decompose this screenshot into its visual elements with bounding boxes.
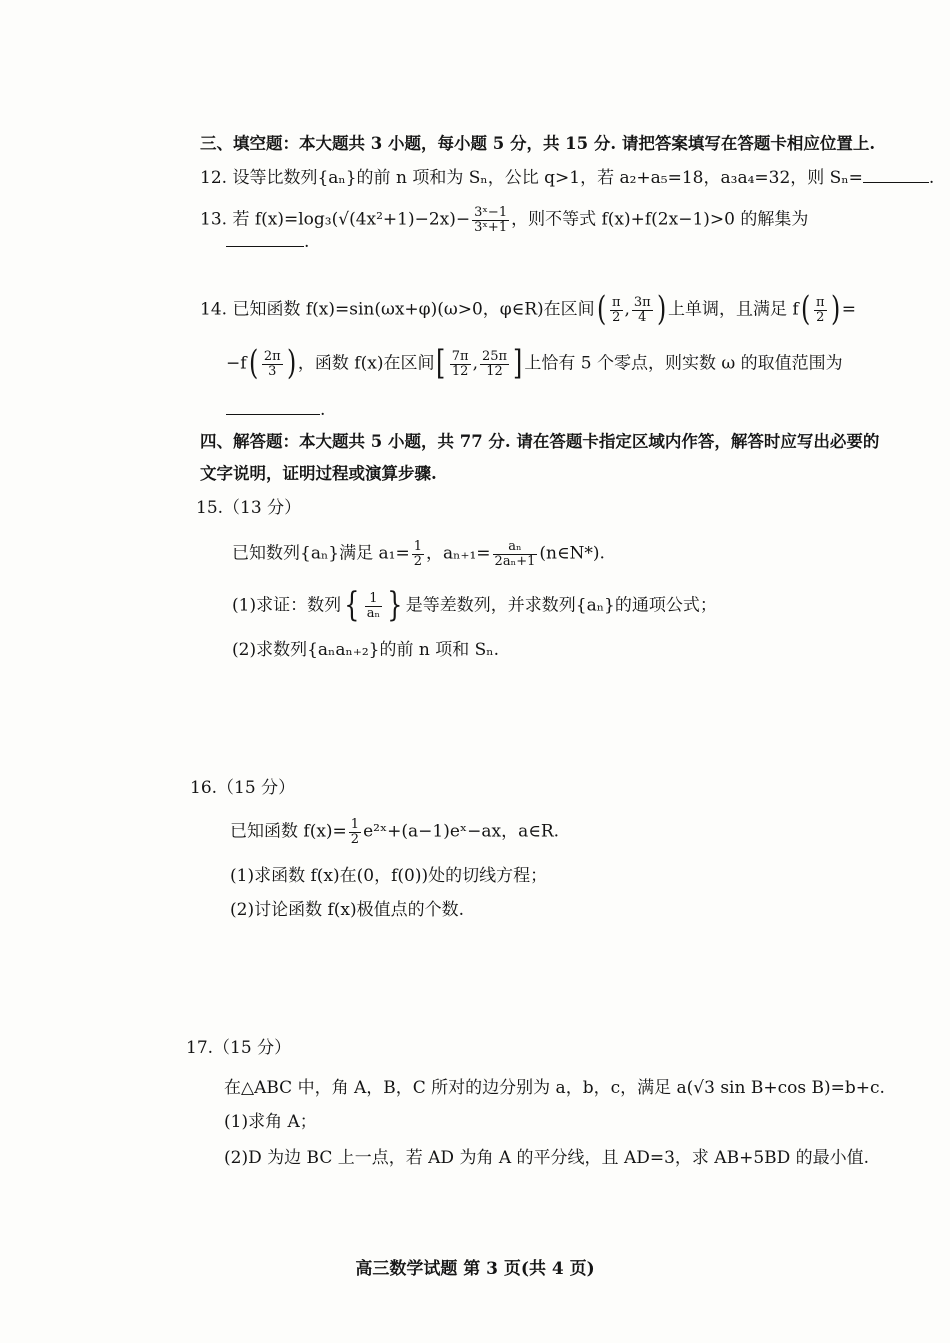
fraction (349, 818, 361, 846)
fraction-denominator: 4 (638, 309, 647, 325)
fraction-denominator: 3ˣ+1 (474, 219, 508, 235)
fraction-numerator: π (611, 295, 621, 310)
question-14-lead: 14. 已知函数 f(x)=sin(ωx+φ)(ω>0，φ∈R)在区间 (200, 299, 595, 320)
question-14-line-1: 14. 已知函数 f(x)=sin(ωx+φ)(ω>0，φ∈R)在区间( $\frac{\pi}{2}$ , $\frac{3\pi}{4}$ ) 上单调，且满足 f( $\frac{\pi}{2}$ ) = (200, 289, 857, 330)
answer-blank (226, 400, 320, 415)
fraction (493, 540, 538, 568)
question-16-title: 16.（15 分） (190, 778, 296, 798)
question-16-given-lead: 已知函数 f(x)= (230, 821, 347, 842)
fraction-numerator: 3ˣ−1 (474, 205, 508, 220)
fraction (262, 350, 283, 378)
question-12-text: 12. 设等比数列{aₙ}的前 n 项和为 Sₙ，公比 q>1，若 a₂+a₅=18，a₃a₄=32，则 Sₙ= (200, 168, 863, 188)
close-brace: } (387, 585, 403, 626)
question-17-part-1: (1)求角 A； (224, 1112, 317, 1132)
fraction-denominator: 12 (486, 363, 503, 379)
fraction-denominator: 2aₙ+1 (494, 553, 536, 569)
section-3-header: 三、填空题：本大题共 3 小题，每小题 5 分，共 15 分. 请把答案填写在答题卡相应位置上. (200, 134, 876, 153)
question-13-lead: 13. 若 f(x)=log₃(√(4x²+1)−2x)− (200, 209, 471, 230)
question-12 (200, 168, 934, 188)
question-15-given-tail: (n∈N*). (539, 543, 605, 564)
fraction-denominator: 2 (816, 309, 825, 325)
question-14-end: . (320, 400, 326, 420)
fraction-denominator: 2 (350, 831, 360, 847)
question-14-line-2: −f( $\frac{2\pi}{3}$ ) ，函数 f(x)在区间[ $\frac{7\pi}{12}$ , $\frac{25\pi}{12}$ ] 上恰有 5 个零点，则实数 ω 的取值范围为 (226, 343, 843, 384)
fraction-denominator: 2 (413, 553, 423, 569)
fraction (412, 540, 424, 568)
question-15-given (232, 540, 605, 568)
fraction (365, 592, 382, 620)
question-14-line-2-tail: 上恰有 5 个零点，则实数 ω 的取值范围为 (524, 353, 843, 374)
fraction-numerator: 25π (481, 349, 508, 364)
fraction (450, 350, 471, 378)
question-17-title: 17.（15 分） (186, 1038, 292, 1058)
close-paren: ) (830, 289, 840, 330)
equals-sign: = (841, 299, 857, 320)
open-paren: ( (800, 289, 810, 330)
fraction-denominator: 2 (612, 309, 621, 325)
fraction (610, 296, 623, 324)
question-17-part-2: (2)D 为边 BC 上一点，若 AD 为角 A 的平分线，且 AD=3，求 AB+5BD 的最小值. (224, 1148, 870, 1168)
fraction-numerator: 1 (365, 592, 382, 607)
close-bracket: ] (513, 343, 523, 384)
question-13-tail: ，则不等式 f(x)+f(2x−1)>0 的解集为 (511, 209, 809, 230)
fraction-denominator: aₙ (366, 605, 381, 621)
fraction-numerator: aₙ (493, 540, 538, 555)
answer-blank (226, 232, 304, 247)
fraction (472, 206, 509, 234)
question-15-given-mid: ，aₙ₊₁= (426, 543, 491, 564)
question-13 (200, 206, 808, 234)
question-17-given: 在△ABC 中，角 A，B，C 所对的边分别为 a，b，c，满足 a(√3 sin B+cos B)=b+c. (224, 1078, 885, 1098)
open-paren: ( (596, 289, 606, 330)
question-13-end: . (304, 232, 310, 252)
question-16-given-tail: e²ˣ+(a−1)eˣ−ax，a∈R. (363, 821, 560, 842)
question-15-part-1 (232, 585, 717, 626)
question-12-end: . (928, 168, 935, 188)
fraction-numerator: 1 (413, 539, 423, 554)
fraction-numerator: 2π (263, 349, 281, 364)
question-14-line-2-mid: ，函数 f(x)在区间 (297, 353, 435, 374)
open-brace: { (344, 585, 360, 626)
fraction-numerator: π (815, 295, 825, 310)
fraction-denominator: 12 (451, 363, 469, 379)
question-15-part-2: (2)求数列{aₙaₙ₊₂}的前 n 项和 Sₙ. (232, 640, 500, 660)
fraction (632, 296, 653, 324)
fraction-numerator: 3π (633, 295, 651, 310)
fraction (814, 296, 827, 324)
question-15-part-1-lead: (1)求证：数列 (232, 595, 342, 616)
question-16-given (230, 818, 559, 846)
fraction-numerator: 1 (350, 817, 360, 832)
question-15-title: 15.（13 分） (196, 498, 302, 518)
question-15-part-1-tail: 是等差数列，并求数列{aₙ}的通项公式； (405, 595, 717, 616)
question-13-answer-line (226, 232, 309, 252)
question-14-answer-line (226, 400, 325, 420)
question-16-part-2: (2)讨论函数 f(x)极值点的个数. (230, 900, 465, 920)
question-16-part-1: (1)求函数 f(x)在(0，f(0))处的切线方程； (230, 866, 548, 886)
open-bracket: [ (436, 343, 446, 384)
fraction-numerator: 7π (451, 349, 469, 364)
section-4-header-line-1: 四、解答题：本大题共 5 小题，共 77 分. 请在答题卡指定区域内作答，解答时应写出必要的 (200, 432, 880, 451)
close-paren: ) (656, 289, 667, 330)
open-paren: ( (248, 343, 258, 384)
fraction-denominator: 3 (268, 363, 277, 379)
close-paren: ) (286, 343, 296, 384)
page-footer: 高三数学试题 第 3 页(共 4 页) (355, 1259, 595, 1279)
question-15-given-lead: 已知数列{aₙ}满足 a₁= (232, 543, 410, 564)
question-14-line-2-lead: −f (226, 353, 247, 374)
section-4-header-line-2: 文字说明，证明过程或演算步骤. (200, 464, 437, 483)
fraction (480, 350, 509, 378)
answer-blank (863, 168, 929, 183)
question-14-mid: 上单调，且满足 f (668, 299, 799, 320)
